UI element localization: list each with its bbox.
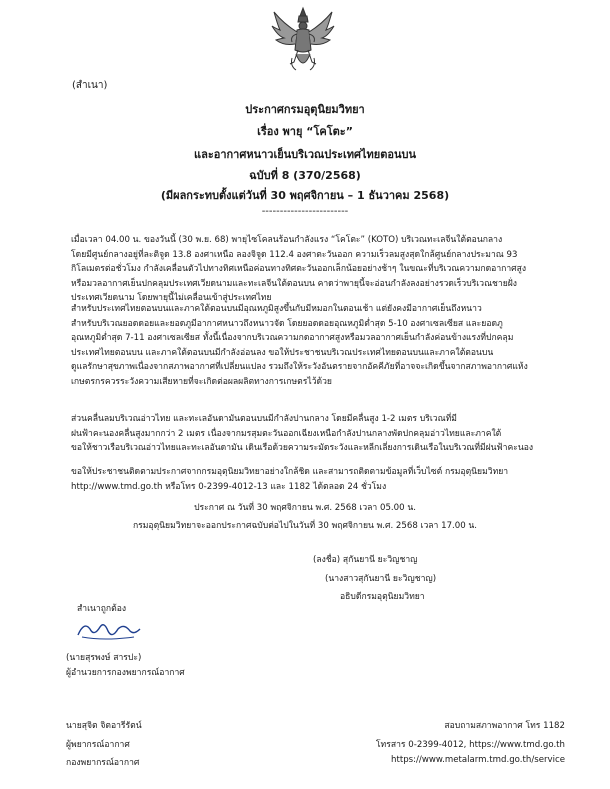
paragraph-line: ประเทศไทยตอนบน และภาคใต้ตอนบนมีกำลังอ่อนลง ขอให้ประชาชนบริเวณประเทศไทยตอนบนและภาคใต้ตอนบน <box>71 347 494 358</box>
effective-dates: (มีผลกระทบตั้งแต่วันที่ 30 พฤศจิกายน – 1 ธันวาคม 2568) <box>160 189 450 202</box>
handwritten-signature-icon <box>74 615 144 645</box>
certifier-position: ผู้อำนวยการกองพยากรณ์อากาศ <box>66 668 185 678</box>
forecaster-division: กองพยากรณ์อากาศ <box>66 758 140 768</box>
hotline-info: สอบถามสภาพอากาศ โทร 1182 <box>444 721 565 731</box>
next-issue-date: กรมอุตุนิยมวิทยาจะออกประกาศฉบับต่อไปในวันที่ 30 พฤศจิกายน พ.ศ. 2568 เวลา 17.00 น. <box>132 521 478 531</box>
fax-website-info[interactable]: โทรสาร 0-2399-4012, https://www.tmd.go.th <box>375 740 565 750</box>
paragraph-line: ฝนฟ้าคะนองคลื่นสูงมากกว่า 2 เมตร เนื่องจากมรสุมตะวันออกเฉียงเหนือกำลังปานกลางพัดปกคลุมอ่าวไทยและภาคใต้ <box>71 428 502 439</box>
paragraph-line: ดูแลรักษาสุขภาพเนื่องจากสภาพอากาศที่เปลี่ยนแปลง รวมถึงให้ระวังอันตรายจากอัคคีภัยที่อาจจะเกิดขึ้นจากสภาพอากาศแห้ง <box>71 362 528 373</box>
forecaster-name: นายสุจิต จิตอารีรัตน์ <box>66 721 142 731</box>
paragraph-line: กิโลเมตรต่อชั่วโมง กำลังเคลื่อนตัวไปทางทิศเหนือค่อนทางทิศตะวันออกเล็กน้อยอย่างช้าๆ ในขณะที่บริเวณความกดอากาศสูง <box>71 264 527 275</box>
metalarm-link[interactable]: https://www.metalarm.tmd.go.th/service <box>391 755 565 765</box>
paragraph-line: http://www.tmd.go.th หรือโทร 0-2399-4012-13 และ 1182 ได้ตลอด 24 ชั่วโมง <box>71 481 387 492</box>
paragraph-temperature <box>71 302 586 390</box>
garuda-emblem-icon <box>270 6 336 76</box>
issue-number: ฉบับที่ 8 (370/2568) <box>249 169 361 182</box>
certified-label: สำเนาถูกต้อง <box>77 604 127 614</box>
subject-line-2: และอากาศหนาวเย็นบริเวณประเทศไทยตอนบน <box>193 148 416 161</box>
subject-line: เรื่อง พายุ “โคโตะ” <box>257 125 353 138</box>
issued-date: ประกาศ ณ วันที่ 30 พฤศจิกายน พ.ศ. 2568 เวลา 05.00 น. <box>194 503 416 513</box>
paragraph-line: หรือมวลอากาศเย็นปกคลุมประเทศเวียดนามและทะเลจีนใต้ตอนบน คาดว่าพายุนี้จะอ่อนกำลังลงอย่างรวดเร็วบริเวณชายฝั่ง <box>71 278 517 289</box>
certifier-name: (นายสุรพงษ์ สารปะ) <box>66 653 142 663</box>
paragraph-line: ประเทศเวียดนาม โดยพายุนี้ไม่เคลื่อนเข้าสู่ประเทศไทย <box>71 293 272 304</box>
signatory-position: อธิบดีกรมอุตุนิยมวิทยา <box>340 592 425 602</box>
paragraph-line: เกษตรกรควรระวังความเสียหายที่จะเกิดต่อผลผลิตทางการเกษตรไว้ด้วย <box>71 376 332 387</box>
separator-line: ------------------------ <box>261 206 349 217</box>
forecaster-title: ผู้พยากรณ์อากาศ <box>66 740 130 750</box>
paragraph-storm-status <box>71 233 586 306</box>
paragraph-line: สำหรับประเทศไทยตอนบนและภาคใต้ตอนบนมีอุณหภูมิสูงขึ้นกับมีหมอกในตอนเช้า แต่ยังคงมีอากาศเย็นถึงหนาว <box>71 304 482 314</box>
announcement-title: ประกาศกรมอุตุนิยมวิทยา <box>245 103 365 116</box>
copy-label: (สำเนา) <box>72 80 108 91</box>
signed-line: (ลงชื่อ) สุกันยานี ยะวิญชาญ <box>313 555 418 565</box>
paragraph-contact <box>71 465 586 494</box>
paragraph-line: เมื่อเวลา 04.00 น. ของวันนี้ (30 พ.ย. 68) พายุไซโคลนร้อนกำลังแรง “โคโตะ” (KOTO) บริเวณทะเลจีนใต้ตอนกลาง <box>71 235 503 245</box>
paragraph-waves <box>71 412 586 456</box>
paragraph-line: อุณหภูมิต่ำสุด 7-11 องศาเซลเซียส ทั้งนี้เนื่องจากบริเวณความกดอากาศสูงหรือมวลอากาศเย็นกำลังค่อนข้างแรงที่ปกคลุม <box>71 333 514 344</box>
paragraph-line: สำหรับบริเวณยอดดอยและยอดภูมีอากาศหนาวถึงหนาวจัด โดยยอดดอยอุณหภูมิต่ำสุด 5-10 องศาเซลเซียส และยอดภู <box>71 318 503 329</box>
paragraph-line: โดยมีศูนย์กลางอยู่ที่ละติจูด 13.8 องศาเหนือ ลองจิจูด 112.4 องศาตะวันออก ความเร็วลมสูงสุดใกล้ศูนย์กลางประมาณ 93 <box>71 249 518 260</box>
signatory-name: (นางสาวสุกันยานี ยะวิญชาญ) <box>325 574 437 584</box>
paragraph-line: ขอให้ประชาชนติดตามประกาศจากกรมอุตุนิยมวิทยาอย่างใกล้ชิด และสามารถติดตามข้อมูลที่เว็บไซต์ กรมอุตุนิยมวิทยา <box>71 467 509 477</box>
paragraph-line: ขอให้ชาวเรือบริเวณอ่าวไทยและทะเลอันดามัน เดินเรือด้วยความระมัดระวังและหลีกเลี่ยงการเดินเรือในบริเวณที่มีฝนฟ้าคะนอง <box>71 443 534 454</box>
paragraph-line: ส่วนคลื่นลมบริเวณอ่าวไทย และทะเลอันดามันตอนบนมีกำลังปานกลาง โดยมีคลื่นสูง 1-2 เมตร บริเวณที่มี <box>71 414 457 424</box>
